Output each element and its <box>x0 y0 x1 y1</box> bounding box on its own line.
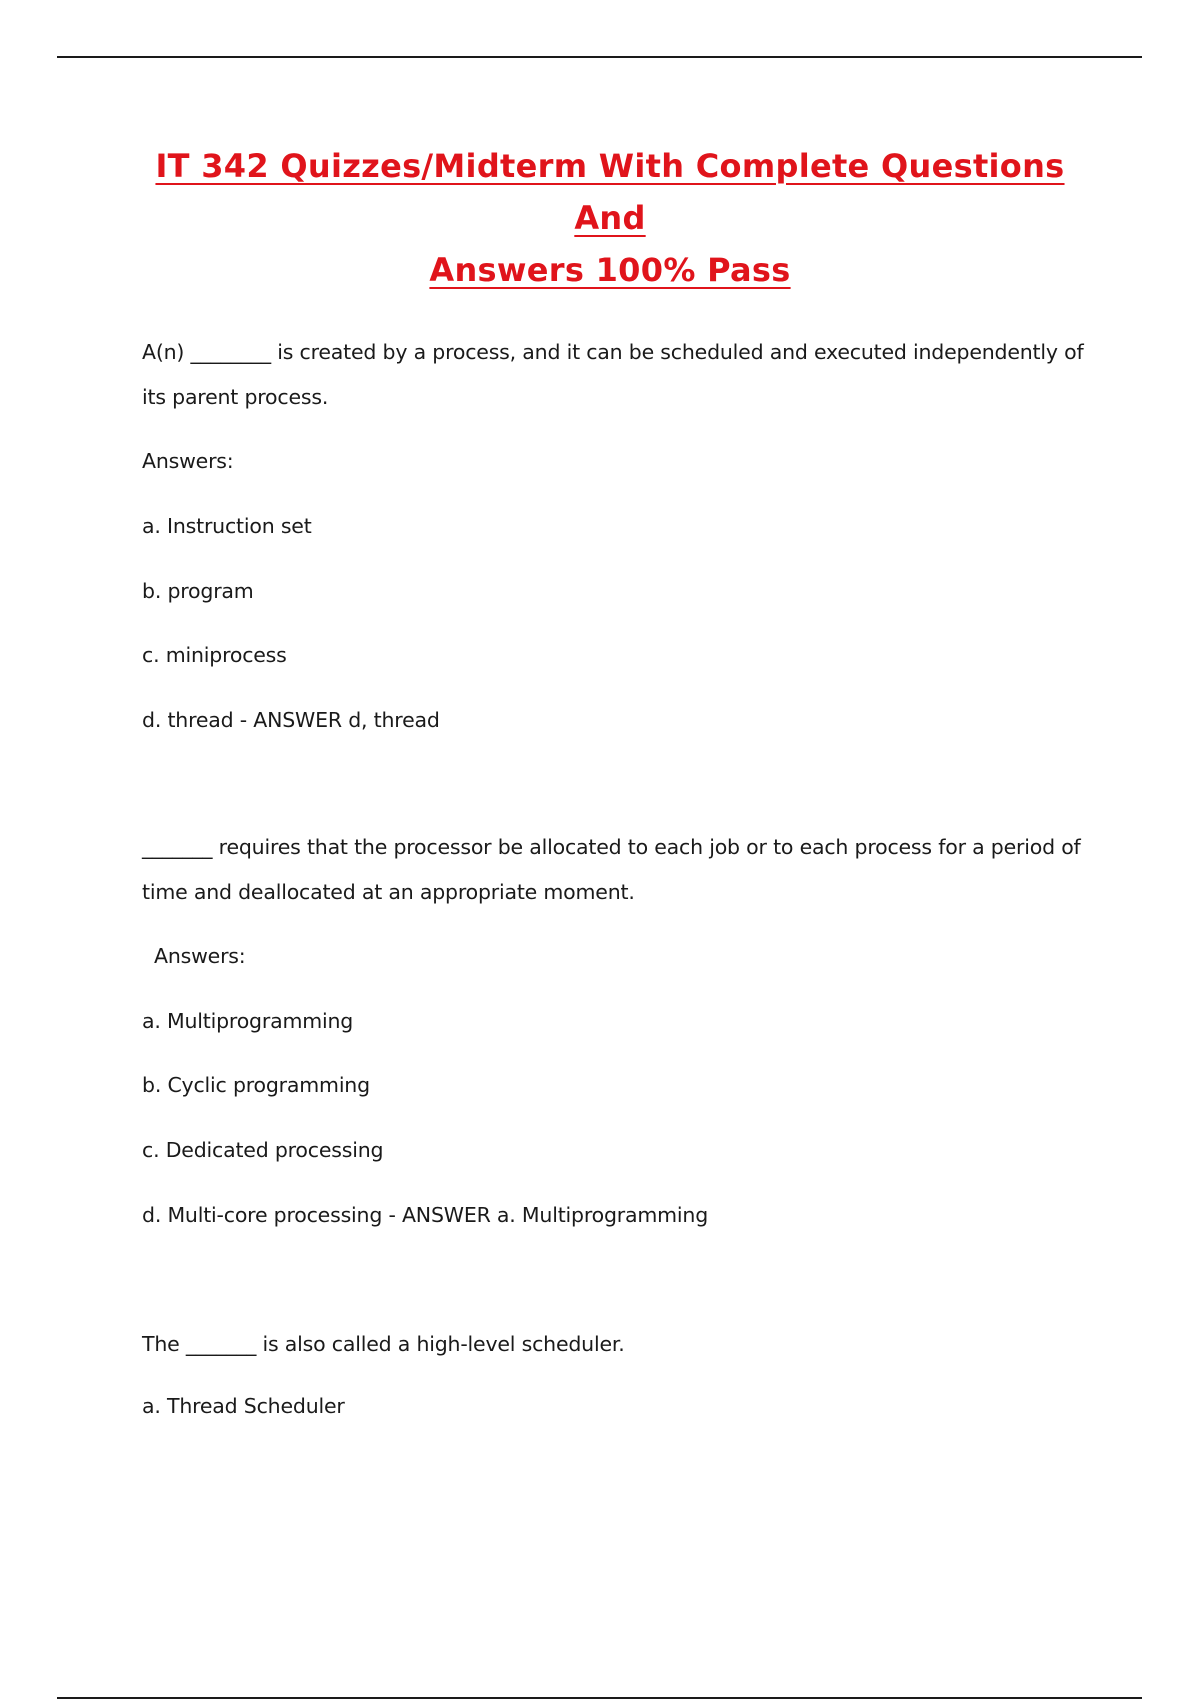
q1-answers-label: Answers: <box>142 449 234 473</box>
q2-option-d: d. Multi-core processing - ANSWER a. Multiprogramming <box>142 1203 709 1227</box>
q3-text-line-1: The _______ is also called a high-level scheduler. <box>142 1332 625 1356</box>
title-line-2: Answers 100% Pass <box>429 251 791 289</box>
q2-text-line-1: _______ requires that the processor be allocated to each job or to each process for a period of <box>142 835 1081 859</box>
q1-text-line-2: its parent process. <box>142 385 329 409</box>
q1-text-line-1: A(n) ________ is created by a process, and it can be scheduled and executed independently of <box>142 340 1084 364</box>
q1-option-a: a. Instruction set <box>142 514 312 538</box>
q1-option-d: d. thread - ANSWER d, thread <box>142 708 440 732</box>
bottom-rule <box>57 1697 1142 1699</box>
q2-option-b: b. Cyclic programming <box>142 1073 370 1097</box>
title-line-1: IT 342 Quizzes/Midterm With Complete Questions And <box>155 147 1065 237</box>
q2-answers-label: Answers: <box>154 944 246 968</box>
q1-option-b: b. program <box>142 579 254 603</box>
top-rule <box>57 56 1142 58</box>
q2-option-a: a. Multiprogramming <box>142 1009 354 1033</box>
document-title <box>130 140 1090 296</box>
q1-option-c: c. miniprocess <box>142 643 287 667</box>
q2-option-c: c. Dedicated processing <box>142 1138 384 1162</box>
q3-option-a: a. Thread Scheduler <box>142 1394 345 1418</box>
q2-text-line-2: time and deallocated at an appropriate moment. <box>142 880 635 904</box>
